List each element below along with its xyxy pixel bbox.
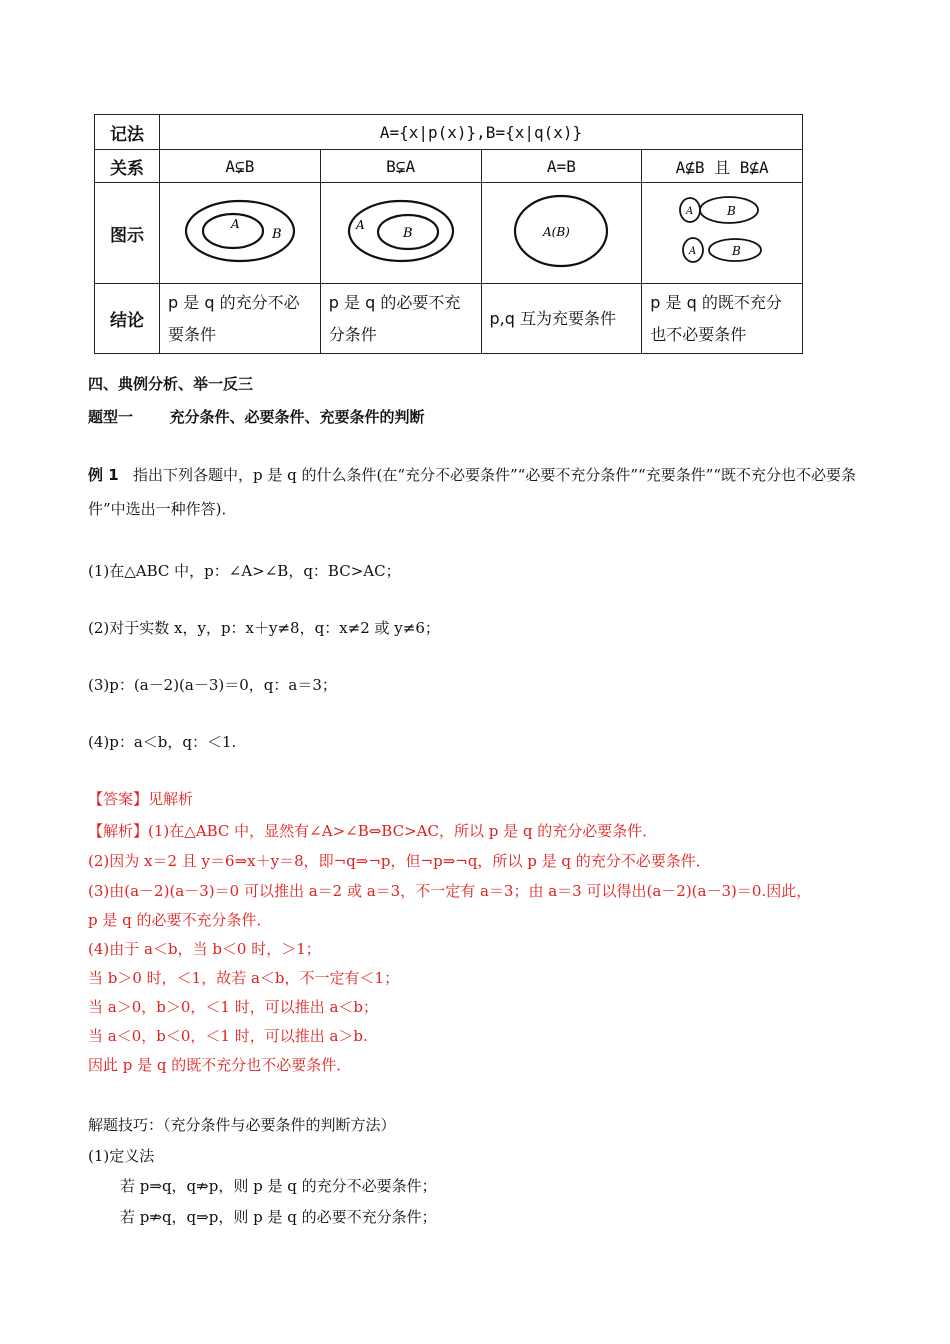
table-row — [95, 183, 803, 284]
svg-text:A: A — [689, 246, 697, 257]
analysis-label: 【解析】 — [88, 822, 149, 840]
tips-line: 若 p⇒q，q⇏p，则 p 是 q 的充分不必要条件； — [120, 1177, 437, 1195]
analysis-line: 当 a＜0，b＜0，＜1 时，可以推出 a＞b. — [88, 1027, 368, 1045]
analysis-line: (2)因为 x＝2 且 y＝6⇒x＋y＝8，即¬q⇒¬p，但¬p⇒¬q，所以 p 是 q 的充分不必要条件． — [88, 852, 711, 870]
svg-text:B: B — [402, 226, 413, 241]
type-label: 题型一 — [88, 408, 134, 426]
analysis-line: 当 b＞0 时，＜1，故若 a＜b，不一定有＜1； — [88, 969, 400, 987]
answer-label: 【答案】 — [88, 790, 149, 808]
conclusion-cell: p 是 q 的必要不充分条件 — [320, 284, 481, 354]
venn-disjoint — [677, 186, 767, 276]
relation-cell: A⊈B 且 B⊈A — [642, 150, 803, 183]
answer-text: 见解析 — [148, 790, 194, 808]
answer-line — [88, 788, 193, 809]
tips-title: 解题技巧：（充分条件与必要条件的判断方法） — [88, 1116, 396, 1134]
analysis-line: 因此 p 是 q 的既不充分也不必要条件． — [88, 1056, 352, 1074]
example-item: (2)对于实数 x，y，p：x＋y≠8，q：x≠2 或 y≠6； — [88, 619, 440, 637]
conclusion-cell: p 是 q 的充分不必要条件 — [160, 284, 321, 354]
example-item: (4)p：a＜b，q：＜1. — [88, 733, 237, 751]
example-statement — [88, 458, 858, 526]
analysis-line: (4)由于 a＜b，当 b＜0 时，＞1； — [88, 940, 321, 958]
analysis-line: p 是 q 的必要不充分条件． — [88, 911, 272, 929]
analysis-text: (1)在△ABC 中，显然有∠A>∠B⇔BC>AC，所以 p 是 q 的充分必要条件． — [148, 822, 658, 840]
venn-b-subset-a — [346, 196, 456, 266]
venn-a-equals-b — [511, 191, 611, 271]
row-head: 关系 — [95, 150, 160, 183]
svg-text:B: B — [271, 227, 282, 242]
example-item: (1)在△ABC 中，p：∠A>∠B，q：BC>AC； — [88, 562, 401, 580]
example-text: 指出下列各题中，p 是 q 的什么条件(在“充分不必要条件”“必要不充分条件”“充要条件”“既不充分也不必要条件”中选出一种作答)． — [88, 466, 857, 518]
table-row — [95, 150, 803, 183]
row-head: 图示 — [95, 183, 160, 284]
table-row — [95, 115, 803, 150]
analysis-line: 当 a＞0，b＞0，＜1 时，可以推出 a＜b； — [88, 998, 379, 1016]
analysis-line — [88, 820, 657, 841]
svg-text:A: A — [355, 218, 365, 232]
relation-cell: B⊊A — [320, 150, 481, 183]
row-head: 结论 — [95, 284, 160, 354]
diagram-cell — [642, 183, 803, 284]
example-item: (3)p：(a－2)(a－3)＝0，q：a＝3； — [88, 676, 337, 694]
svg-text:B: B — [727, 204, 736, 218]
notation-cell: A={x|p(x)},B={x|q(x)} — [160, 115, 803, 150]
conclusion-cell: p 是 q 的既不充分也不必要条件 — [642, 284, 803, 354]
example-label: 例 1 — [88, 466, 119, 484]
type-title: 充分条件、必要条件、充要条件的判断 — [169, 408, 425, 426]
diagram-cell — [481, 183, 642, 284]
conclusion-cell: p,q 互为充要条件 — [481, 284, 642, 354]
diagram-cell — [160, 183, 321, 284]
relation-cell: A=B — [481, 150, 642, 183]
venn-a-subset-b — [184, 196, 296, 266]
diagram-cell — [320, 183, 481, 284]
svg-text:A(B): A(B) — [543, 225, 571, 239]
row-head: 记法 — [95, 115, 160, 150]
svg-text:A: A — [686, 206, 694, 217]
section-heading: 四、典例分析、举一反三 — [88, 375, 254, 393]
condition-table — [94, 114, 803, 354]
tips-line: 若 p⇏q，q⇒p，则 p 是 q 的必要不充分条件； — [120, 1208, 437, 1226]
type-heading — [88, 406, 425, 427]
table-row — [95, 284, 803, 354]
relation-cell: A⊊B — [160, 150, 321, 183]
svg-text:B: B — [732, 244, 741, 258]
analysis-line: (3)由(a－2)(a－3)＝0 可以推出 a＝2 或 a＝3，不一定有 a＝3；由 a＝3 可以得出(a－2)(a－3)＝0.因此， — [88, 882, 812, 900]
svg-text:A: A — [230, 217, 240, 231]
tips-method: (1)定义法 — [88, 1147, 155, 1165]
